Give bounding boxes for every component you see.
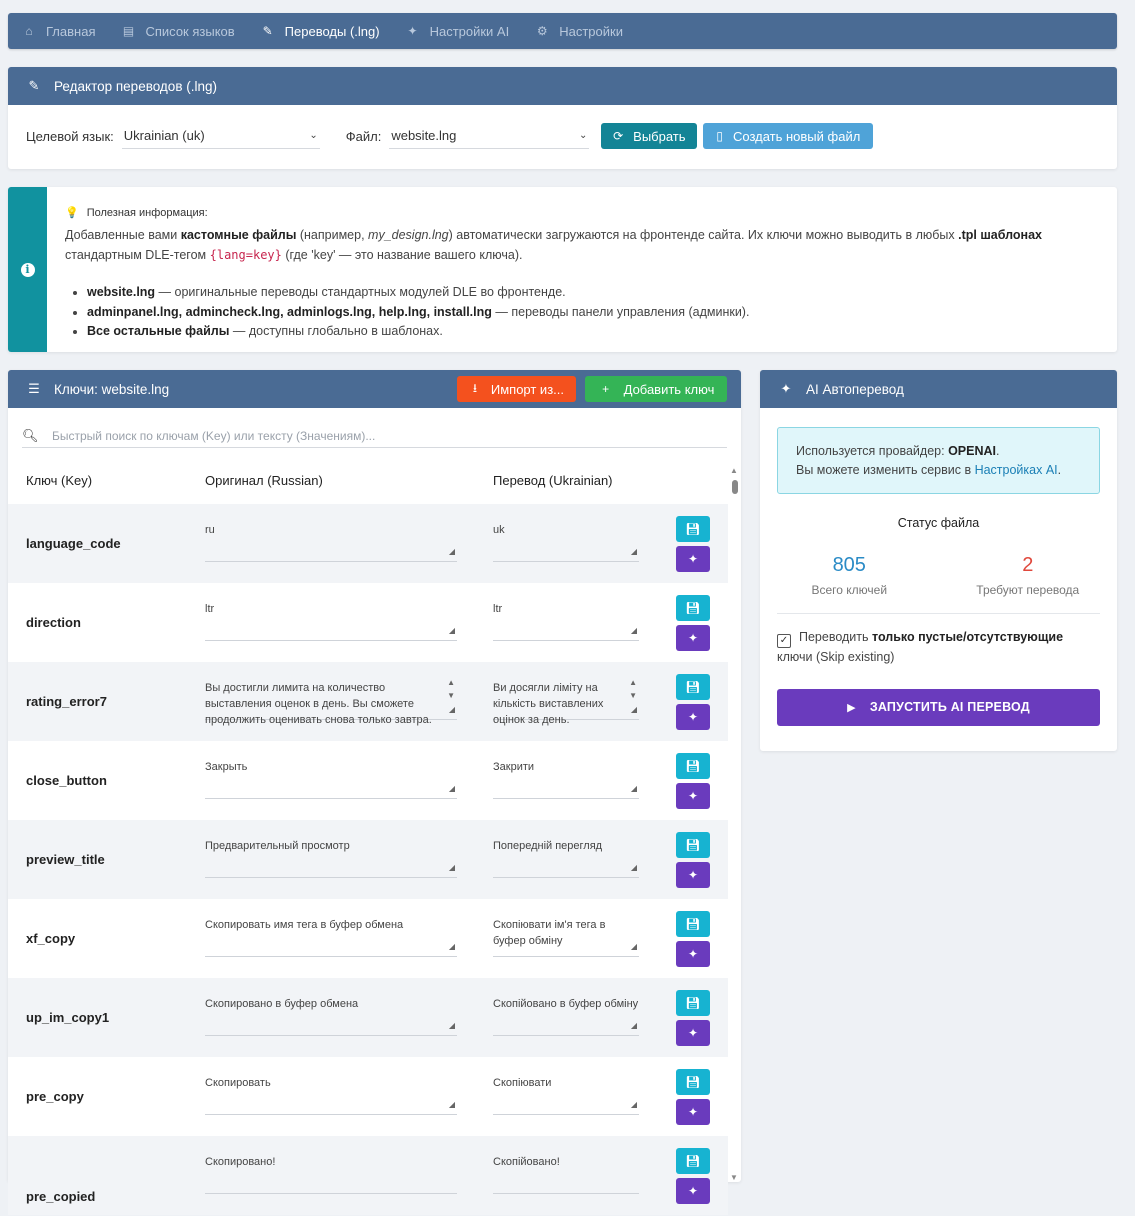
chevron-down-icon: ⌄ bbox=[309, 130, 318, 141]
translation-textarea[interactable] bbox=[493, 996, 639, 1036]
save-icon: 💾︎ bbox=[685, 522, 701, 536]
edit-icon: ✎ bbox=[262, 24, 273, 38]
provider-text: . bbox=[1057, 463, 1062, 477]
translation-text: Закрити bbox=[493, 761, 535, 773]
translation-textarea[interactable] bbox=[493, 678, 639, 726]
download-icon: ⭳ bbox=[472, 380, 478, 395]
ai-translate-button[interactable] bbox=[676, 704, 710, 730]
resize-handle-icon[interactable]: ◢ bbox=[448, 942, 455, 951]
info-bold: adminpanel.lng, admincheck.lng, adminlogs.lng, help.lng, install.lng bbox=[87, 304, 492, 319]
magic-wand-icon: ✦ bbox=[687, 1026, 699, 1040]
nav-languages-label: Список языков bbox=[145, 23, 235, 39]
translation-text: Скопіювати bbox=[493, 1077, 552, 1089]
save-icon: 💾︎ bbox=[685, 601, 701, 615]
info-bold: Все остальные файлы bbox=[87, 324, 230, 338]
original-textarea[interactable] bbox=[205, 1154, 457, 1194]
divider bbox=[777, 613, 1100, 614]
save-button[interactable] bbox=[676, 516, 710, 542]
original-text: Предварительный просмотр bbox=[205, 840, 350, 852]
magic-wand-icon: ✦ bbox=[687, 789, 699, 803]
info-list-item bbox=[87, 322, 1042, 342]
provider-text: . bbox=[996, 444, 1000, 458]
nav-settings[interactable] bbox=[535, 24, 623, 39]
top-nav bbox=[8, 13, 1117, 49]
refresh-icon: ⟳ bbox=[613, 129, 624, 143]
info-text: стандартным DLE-тегом bbox=[65, 248, 210, 262]
table-scrollbar[interactable] bbox=[730, 466, 740, 1182]
magic-wand-icon: ✦ bbox=[780, 381, 792, 396]
translation-textarea[interactable] bbox=[493, 1075, 639, 1115]
translation-text: uk bbox=[493, 524, 505, 536]
info-list-item bbox=[87, 303, 1042, 323]
file-select[interactable] bbox=[389, 123, 589, 149]
editor-panel bbox=[8, 67, 1117, 169]
add-key-button-label: Добавить ключ bbox=[623, 381, 715, 397]
scroll-arrows-icon[interactable]: ▲ ▼ bbox=[447, 678, 455, 700]
needs-translation-stat bbox=[939, 554, 1118, 597]
language-icon: ▤ bbox=[122, 24, 135, 38]
magic-wand-icon: ✦ bbox=[687, 710, 699, 724]
nav-ai-settings-label: Настройки AI bbox=[429, 23, 510, 39]
magic-wand-icon: ✦ bbox=[687, 868, 699, 882]
save-icon: 💾︎ bbox=[685, 680, 701, 694]
select-button-label: Выбрать bbox=[633, 128, 686, 144]
resize-handle-icon[interactable]: ◢ bbox=[630, 1021, 637, 1030]
magic-wand-icon: ✦ bbox=[687, 552, 699, 566]
table-row bbox=[8, 978, 728, 1057]
table-row bbox=[8, 504, 728, 583]
resize-handle-icon[interactable]: ◢ bbox=[630, 626, 637, 635]
editor-title: Редактор переводов (.lng) bbox=[54, 78, 217, 94]
home-icon: ⌂ bbox=[25, 24, 33, 38]
translation-textarea[interactable] bbox=[493, 1154, 639, 1194]
ai-panel bbox=[760, 370, 1117, 751]
import-button-label: Импорт из... bbox=[490, 381, 564, 397]
file-value: website.lng bbox=[391, 128, 457, 143]
translation-textarea[interactable] bbox=[493, 759, 639, 799]
resize-handle-icon[interactable]: ◢ bbox=[630, 863, 637, 872]
info-strip bbox=[8, 187, 47, 352]
resize-handle-icon[interactable]: ◢ bbox=[448, 863, 455, 872]
original-textarea[interactable] bbox=[205, 601, 457, 641]
run-ai-translation-label: ЗАПУСТИТЬ AI ПЕРЕВОД bbox=[869, 700, 1030, 714]
nav-translations[interactable] bbox=[261, 24, 380, 39]
info-bold: кастомные файлы bbox=[180, 228, 297, 242]
scroll-down-icon[interactable]: ▼ bbox=[730, 1173, 738, 1182]
play-icon: ▶ bbox=[847, 701, 856, 714]
ai-translate-button[interactable] bbox=[676, 625, 710, 651]
save-button[interactable] bbox=[676, 911, 710, 937]
chevron-down-icon: ⌄ bbox=[578, 130, 588, 141]
info-text: — доступны глобально в шаблонах. bbox=[229, 324, 443, 338]
add-key-button[interactable] bbox=[585, 376, 727, 402]
row-key: direction bbox=[26, 615, 81, 630]
table-row bbox=[8, 899, 728, 978]
translation-text: Скопійовано в буфер обміну bbox=[493, 998, 639, 1010]
resize-handle-icon[interactable]: ◢ bbox=[630, 1100, 637, 1109]
import-button[interactable] bbox=[457, 376, 576, 402]
resize-handle-icon[interactable]: ◢ bbox=[448, 705, 455, 714]
original-textarea[interactable] bbox=[205, 678, 457, 726]
info-bold: website.lng bbox=[87, 285, 156, 299]
info-bold: .tpl шаблонах bbox=[958, 228, 1043, 242]
table-row bbox=[8, 820, 728, 899]
original-text: Скопировано! bbox=[205, 1156, 276, 1168]
col-key: Ключ (Key) bbox=[26, 472, 93, 488]
save-icon: 💾︎ bbox=[685, 759, 701, 773]
ai-header bbox=[760, 370, 1117, 408]
original-text: Скопировать имя тега в буфер обмена bbox=[205, 919, 404, 931]
magic-wand-icon: ✦ bbox=[687, 631, 699, 645]
nav-languages[interactable] bbox=[121, 24, 234, 39]
ai-title: AI Автоперевод bbox=[806, 381, 904, 397]
ai-settings-link[interactable]: Настройках AI bbox=[974, 463, 1058, 477]
table-row bbox=[8, 662, 728, 741]
target-lang-value: Ukrainian (uk) bbox=[123, 128, 205, 143]
original-text: Скопировать bbox=[205, 1077, 271, 1089]
skip-bold: только пустые/отсутствующие bbox=[872, 630, 1064, 644]
total-keys-value: 805 bbox=[832, 554, 866, 576]
row-key: rating_error7 bbox=[26, 694, 107, 709]
nav-settings-label: Настройки bbox=[559, 23, 623, 39]
lightbulb-icon: 💡 bbox=[65, 207, 79, 219]
info-text: — переводы панели управления (админки). bbox=[491, 304, 750, 319]
keys-panel bbox=[8, 370, 741, 1204]
create-file-button[interactable] bbox=[703, 123, 873, 149]
nav-ai-settings[interactable] bbox=[406, 24, 510, 39]
edit-icon: ✎ bbox=[28, 78, 40, 93]
keys-title: Ключи: website.lng bbox=[54, 381, 170, 397]
table-header bbox=[8, 456, 741, 504]
row-key: preview_title bbox=[26, 852, 105, 867]
ai-translate-button[interactable] bbox=[676, 862, 710, 888]
ai-translate-button[interactable] bbox=[676, 1020, 710, 1046]
info-icon: i bbox=[21, 263, 35, 277]
ai-translate-button[interactable] bbox=[676, 1178, 710, 1204]
resize-handle-icon[interactable]: ◢ bbox=[630, 784, 637, 793]
row-key: up_im_copy1 bbox=[26, 1010, 110, 1025]
select-button[interactable] bbox=[601, 123, 697, 149]
save-button[interactable] bbox=[676, 595, 710, 621]
provider-text: Используется провайдер: bbox=[796, 444, 949, 458]
save-icon: 💾︎ bbox=[685, 996, 701, 1010]
scroll-arrows-icon[interactable]: ▲ ▼ bbox=[629, 678, 637, 700]
row-key: language_code bbox=[26, 536, 121, 551]
ai-translate-button[interactable] bbox=[676, 1099, 710, 1125]
nav-translations-label: Переводы (.lng) bbox=[284, 23, 380, 39]
translation-text: Ви досягли ліміту на кількість виставлених оцінок за день. bbox=[493, 682, 604, 726]
nav-home-label: Главная bbox=[46, 23, 96, 39]
translation-text: Скопійовано! bbox=[493, 1156, 560, 1168]
info-callout bbox=[8, 187, 1117, 352]
col-original: Оригинал (Russian) bbox=[205, 472, 323, 488]
info-italic: my_design.lng bbox=[368, 228, 449, 242]
file-label: Файл: bbox=[345, 128, 382, 144]
original-textarea[interactable] bbox=[205, 759, 457, 799]
plus-icon: + bbox=[602, 382, 610, 396]
keys-table-body bbox=[8, 504, 728, 1215]
scroll-thumb[interactable] bbox=[732, 480, 738, 494]
table-row bbox=[8, 1136, 728, 1215]
info-list-item bbox=[87, 283, 1042, 303]
list-icon: ☰ bbox=[28, 381, 40, 396]
skip-text: Переводить bbox=[799, 630, 873, 644]
original-textarea[interactable] bbox=[205, 522, 457, 562]
table-row bbox=[8, 1057, 728, 1136]
resize-handle-icon[interactable]: ◢ bbox=[448, 1100, 455, 1109]
original-textarea[interactable] bbox=[205, 838, 457, 878]
ai-translate-button[interactable] bbox=[676, 783, 710, 809]
keys-header bbox=[8, 370, 741, 408]
save-button[interactable] bbox=[676, 753, 710, 779]
info-text: Добавленные вами bbox=[65, 228, 181, 242]
row-key: pre_copied bbox=[26, 1188, 96, 1204]
needs-translation-label: Требуют перевода bbox=[976, 583, 1080, 597]
original-text: ru bbox=[205, 524, 215, 536]
info-list bbox=[65, 283, 1042, 342]
save-button[interactable] bbox=[676, 1069, 710, 1095]
translation-text: ltr bbox=[493, 603, 503, 615]
search-icon: 🔍︎ bbox=[22, 427, 39, 443]
save-icon: 💾︎ bbox=[685, 1154, 701, 1168]
magic-wand-icon: ✦ bbox=[687, 1184, 699, 1198]
save-icon: 💾︎ bbox=[685, 1075, 701, 1089]
skip-text: ключи (Skip existing) bbox=[777, 649, 895, 664]
create-file-button-label: Создать новый файл bbox=[732, 128, 861, 144]
original-text: Вы достигли лимита на количество выставления оценок в день. Вы сможете продолжить оценивать снова только завтра. bbox=[205, 682, 432, 726]
info-text: (например, bbox=[296, 228, 369, 242]
run-ai-translation-button[interactable] bbox=[777, 689, 1100, 726]
target-lang-select[interactable] bbox=[122, 123, 320, 149]
table-row bbox=[8, 583, 728, 662]
save-button[interactable] bbox=[676, 1148, 710, 1174]
info-text: ) автоматически загружаются на фронтенде сайта. Их ключи можно выводить в любых bbox=[448, 228, 959, 242]
magic-wand-icon: ✦ bbox=[407, 24, 418, 38]
original-textarea[interactable] bbox=[205, 996, 457, 1036]
file-icon: ▯ bbox=[716, 129, 723, 143]
editor-header bbox=[8, 67, 1117, 105]
ai-translate-button[interactable] bbox=[676, 546, 710, 572]
resize-handle-icon[interactable]: ◢ bbox=[630, 942, 637, 951]
search-input[interactable] bbox=[52, 429, 702, 443]
total-keys-label: Всего ключей bbox=[811, 583, 888, 597]
info-text: (где 'key' — это название вашего ключа). bbox=[281, 248, 523, 262]
target-lang-label: Целевой язык: bbox=[26, 128, 114, 144]
resize-handle-icon[interactable]: ◢ bbox=[448, 626, 455, 635]
gears-icon: ⚙ bbox=[536, 24, 548, 38]
translation-text: Попередній перегляд bbox=[493, 840, 603, 852]
translation-textarea[interactable] bbox=[493, 522, 639, 562]
resize-handle-icon[interactable]: ◢ bbox=[448, 784, 455, 793]
save-icon: 💾︎ bbox=[685, 838, 701, 852]
save-button[interactable] bbox=[676, 832, 710, 858]
save-button[interactable] bbox=[676, 674, 710, 700]
scroll-up-icon[interactable]: ▲ bbox=[730, 466, 738, 475]
original-textarea[interactable] bbox=[205, 917, 457, 957]
skip-existing-checkbox[interactable]: ✓ bbox=[777, 634, 791, 648]
info-text: — оригинальные переводы стандартных модулей DLE во фронтенде. bbox=[155, 285, 566, 299]
row-key: xf_copy bbox=[26, 931, 76, 946]
provider-text: Вы можете изменить сервис в bbox=[796, 463, 975, 477]
ai-translate-button[interactable] bbox=[676, 941, 710, 967]
translation-textarea[interactable] bbox=[493, 838, 639, 878]
translation-text: Скопіювати ім'я тега в буфер обміну bbox=[493, 919, 606, 947]
skip-existing-option[interactable] bbox=[777, 628, 1100, 667]
original-text: Скопировано в буфер обмена bbox=[205, 998, 359, 1010]
save-icon: 💾︎ bbox=[685, 917, 701, 931]
total-keys-stat bbox=[760, 554, 939, 597]
col-translation: Перевод (Ukrainian) bbox=[493, 472, 613, 488]
translation-textarea[interactable] bbox=[493, 917, 639, 957]
needs-translation-value: 2 bbox=[1022, 554, 1034, 576]
save-button[interactable] bbox=[676, 990, 710, 1016]
info-title bbox=[65, 203, 1042, 223]
info-title-text: Полезная информация: bbox=[86, 207, 208, 219]
file-stats bbox=[760, 554, 1117, 597]
row-key: pre_copy bbox=[26, 1089, 84, 1104]
resize-handle-icon[interactable]: ◢ bbox=[630, 705, 637, 714]
original-textarea[interactable] bbox=[205, 1075, 457, 1115]
translation-textarea[interactable] bbox=[493, 601, 639, 641]
info-code: {lang=key} bbox=[209, 248, 282, 262]
search-bar bbox=[22, 424, 727, 448]
row-key: close_button bbox=[26, 773, 107, 788]
nav-home[interactable] bbox=[22, 24, 95, 39]
magic-wand-icon: ✦ bbox=[687, 947, 699, 961]
magic-wand-icon: ✦ bbox=[687, 1105, 699, 1119]
info-paragraph-2 bbox=[65, 245, 1042, 265]
file-status-title: Статус файла bbox=[897, 516, 980, 530]
table-row bbox=[8, 741, 728, 820]
provider-name: OPENAI bbox=[948, 444, 996, 458]
resize-handle-icon[interactable]: ◢ bbox=[448, 547, 455, 556]
info-paragraph-1 bbox=[65, 225, 1042, 245]
provider-info bbox=[777, 427, 1100, 494]
resize-handle-icon[interactable]: ◢ bbox=[630, 547, 637, 556]
resize-handle-icon[interactable]: ◢ bbox=[448, 1021, 455, 1030]
original-text: ltr bbox=[205, 603, 215, 615]
original-text: Закрыть bbox=[205, 761, 248, 773]
